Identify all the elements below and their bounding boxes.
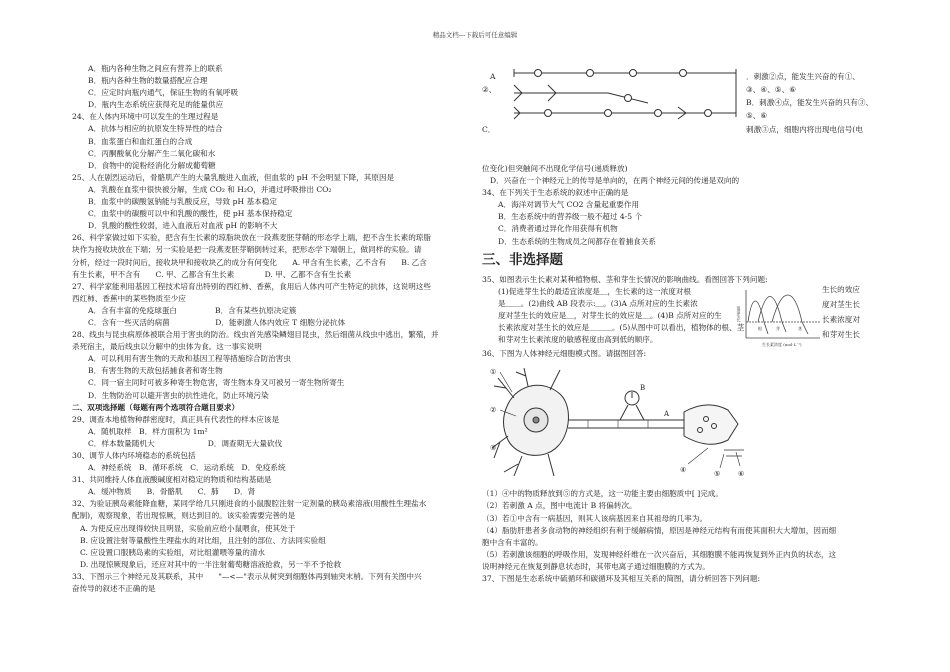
question-line: B．血浆蛋白和血红蛋白的合成 — [88, 136, 193, 146]
question-line: 31、共同维持人体血液酸碱度相对稳定的物质和结构基础是 — [72, 475, 272, 485]
question-line: 33、下图示三个神经元及其联系，其中 "—<—"表示从树突到细胞体再到轴突末梢。下列有关图中兴 — [72, 571, 422, 581]
left-column — [72, 63, 470, 595]
question-line: B. 应设置注射等量酸性生理盐水的对比组，且注射的部位、方法同实验组 — [80, 535, 326, 545]
graph-label-bud: 芽 — [776, 325, 780, 331]
label-b: B — [640, 384, 646, 393]
label-a: A — [664, 410, 670, 419]
q33-option-c-label: C． — [482, 125, 496, 134]
q35-side-line: 和芽对生长 — [822, 329, 860, 339]
question-line: 30、调节人体内环境稳态的系统包括 — [72, 451, 196, 460]
q36-answer-line: 37、下图是生态系统中硫循环和碳循环及其相互关系的简图，请分析回答下列问题: — [482, 573, 760, 583]
question-line: C．同一宿主同时可被多种寄生物危害，寄生物本身又可被另一寄生物所寄生 — [88, 378, 345, 388]
q33-option-b-line2: ⑤、⑥ — [746, 111, 768, 120]
section-3-title: 三、非选择题 — [482, 251, 563, 268]
q36-answer-line: （1）④中的物质释放到⑤的方式是，这一功能主要由细胞质中[ ]完成。 — [482, 489, 723, 499]
q35-growth-graph — [738, 286, 822, 348]
q34-line: B．生态系统中的营养级一般不超过 4-5 个 — [498, 212, 643, 222]
page-header: 精品文档---下载后可任意编辑 — [432, 31, 518, 39]
question-line: A．瓶内各种生物之间应有营养上的联系 — [88, 64, 223, 73]
q35-line: 和芽对生长素浓度的敏感程度由高到低的顺序。 — [498, 335, 658, 345]
q34-block — [482, 187, 887, 247]
question-line: 奋传导的叙述不正确的是 — [72, 584, 156, 594]
question-line: C．样本数量随机大 D．调查期无大量砍伐 — [88, 438, 283, 448]
q35-line: 35、如图表示生长素对某种植物根、茎和芽生长情况的影响曲线。看图回答下列问题: — [482, 274, 768, 284]
q33-option-c-text: 刺激③点，细胞内将出现电信号(电 — [746, 125, 863, 134]
q33-option-c-line2: 位变化)但突触间不出现化学信号(递质释放) — [482, 164, 628, 173]
question-line: 西红柿、香蕉中的某些物质至少应 — [72, 293, 186, 303]
q36-answer-line: （5）若刺激该细胞的呼吸作用，发现神经纤维在一次兴奋后，其细胞膜不能再恢复到外正内负的状态，这 — [482, 549, 837, 559]
graph-xlabel: 生长素浓度 (mol·L⁻¹) — [762, 341, 802, 347]
q33-option-a-line2: ③、④、⑤、⑥ — [746, 85, 797, 94]
question-line: 24、在人体内环境中可以发生的生理过程是 — [72, 112, 219, 122]
label-5: ⑤ — [714, 470, 721, 479]
q35-block — [482, 274, 887, 347]
question-line: A．随机取样 B．样方面积为 1m² — [88, 426, 208, 436]
question-line: 29、调查本地植物种群密度时，真正具有代表性的样本应该是 — [72, 414, 280, 424]
label-6: ⑥ — [738, 470, 745, 479]
q36-answer-line: （3）若①中含有一病基因，则其人该病基因来自其祖母的几率为。 — [482, 513, 708, 523]
graph-ylabel: 促进生长 — [736, 305, 742, 322]
q35-line: 是＿＿。(2)曲线 AB 段表示:＿。(3)A 点所对应的生长素浓 — [498, 298, 698, 308]
question-line: B．血浆中的碳酸氢钠能与乳酸反应，导致 pH 基本稳定 — [88, 197, 277, 207]
q34-line: D．生态系统的生物成员之间都存在着捕食关系 — [498, 236, 656, 246]
label-3: ③ — [490, 444, 497, 453]
question-line: A. 为使反应出现得较快且明显，实验前应给小鼠喂食，使其处于 — [80, 523, 296, 533]
graph-label-root: 根 — [758, 325, 762, 331]
q35-line: (1)促进芽生长的最适宜浓度是＿，生长素的这一浓度对根 — [498, 286, 692, 296]
question-line: 26、科学家做过如下实验，把含有生长素的琼脂块放在一段燕麦胚芽鞘的形态学上端，把不含生长素的琼脂 — [72, 233, 431, 243]
question-line: A．乳酸在血浆中很快被分解，生成 CO₂ 和 H₂O，并通过呼吸排出 CO₂ — [88, 184, 332, 194]
q33-option-a-line2-left: ②、 — [482, 85, 497, 94]
q35-side-line: 生长的效应 — [822, 284, 860, 294]
question-line: D．生物防治可以避开害虫的抗性进化，防止环境污染 — [88, 390, 269, 400]
question-line: 28、线虫与昆虫病原体被联合用于害虫的防治。线虫首先感染鳞翅目昆虫，然后细菌从线虫中逃出，繁殖，并 — [72, 330, 439, 340]
question-line: A．可以利用有害生物的天敌和基因工程等措施综合防治害虫 — [88, 354, 291, 364]
question-line: B．瓶内各种生物的数量搭配应合理 — [88, 76, 208, 86]
question-line: A．缓冲物质 B．骨骼肌 C．肺 D．肾 — [88, 487, 256, 497]
question-line: D．瓶内生态系统应获得充足的能量供应 — [88, 100, 224, 110]
question-line: C．血浆中的碳酸可以中和乳酸的酸性，使 pH 基本保持稳定 — [88, 209, 293, 219]
question-line: D．乳酸的酸性较弱，进入血液后对血液 pH 的影响不大 — [88, 221, 278, 231]
question-line: 杀死宿主，最后线虫以分解中的虫体为食。这一事实说明 — [72, 342, 262, 352]
q36-neuron-figure — [488, 364, 750, 482]
question-line: C. 应设置口服胰岛素的实验组，对比组灌喂等量的清水 — [80, 547, 266, 557]
q34-line: 34、在下列关于生态系统的叙述中正确的是 — [482, 188, 629, 198]
question-line: D．食物中的淀粉经消化分解成葡萄糖 — [88, 160, 216, 170]
question-line: 25、人在剧烈运动后，骨骼肌产生的大量乳酸进入血液，但血浆的 pH 不会明显下降，其原因是 — [72, 172, 395, 182]
q35-side-line: 长素浓度对 — [822, 314, 860, 324]
q33-option-d: D．兴奋在一个神经元上的传导是单向的，在两个神经元间的传递是双向的 — [490, 176, 740, 186]
q33-option-a-label: A — [490, 72, 496, 81]
question-line: 分析，经过一段时间后，接收块甲和接收块乙的成分有何变化 A. 甲含有生长素，乙不含有 B. 乙含 — [72, 257, 427, 267]
q36-answer-line: 说明神经元在恢复到静息状态时，其带电离子通过细胞膜的方式为。 — [482, 561, 710, 571]
q36-figure-wrap — [482, 360, 887, 488]
q35-line: 长素浓度对茎生长的效应是＿＿＿。(5)从图中可以看出，植物体的根、茎 — [498, 323, 745, 333]
question-line: 配制)，观察现象，若出现惊厥，则达到目的。该实验需要完善的是 — [72, 511, 296, 521]
question-line: 有生长素，甲不含有 C. 甲、乙都含有生长素 D. 甲、乙都不含有生长素 — [72, 269, 352, 279]
question-line: 32、为验证胰岛素能降血糖，某同学给几只刚进食的小鼠腹腔注射一定剂量的胰岛素溶液(用酸性生理盐水 — [72, 499, 427, 509]
q36-answer-line: 胞中含有丰富的。 — [482, 537, 543, 547]
q35-side-line: 度对茎生长 — [822, 299, 860, 309]
label-1: ① — [490, 368, 497, 377]
question-line: D. 出现惊厥现象后，还应对其中的一半注射葡萄糖溶液抢救，另一半不予抢救 — [80, 559, 342, 569]
q34-line: C．消费者通过异化作用获得有机物 — [498, 224, 618, 234]
question-line: 块作为接收块放在下端；另一实验是把一段燕麦胚芽鞘倒转过来，把形态学下端朝上，做同样的实验。请 — [72, 245, 422, 255]
q34-line: A．海洋对调节大气 CO2 含量起重要作用 — [498, 200, 640, 210]
question-line: A．含有丰富的免疫球蛋白 B．含有某些抗原决定簇 — [88, 305, 297, 315]
question-line: A．神经系统 B．循环系统 C．运动系统 D．免疫系统 — [88, 463, 286, 473]
q33-option-b-text: B．刺激④点，能发生兴奋的只有③、 — [746, 98, 874, 107]
question-line: C．含有一些灭活的病菌 D．能刺激人体内效应 T 细胞分泌抗体 — [88, 317, 346, 327]
question-line: C．丙酮酸氧化分解产生二氧化碳和水 — [88, 148, 216, 158]
q36-title: 36、下图为人体神经元细胞模式图。请据图回答: — [482, 349, 647, 359]
graph-label-stem: 茎 — [798, 325, 802, 331]
q36-answers — [482, 488, 887, 585]
right-column — [482, 63, 887, 585]
q35-side-text — [822, 284, 892, 344]
q36-answer-line: （2）若刺激 A 点，图中电流计 B 将偏转次。 — [482, 501, 637, 511]
q36-answer-line: （4）脂肪肝患者多食动物的神经组织有利于缓解病情，原因是神经元结构有而使其面积大大增加，因而细 — [482, 525, 837, 535]
question-line: 27、科学家能利用基因工程技术培育出特别的西红柿、香蕉，食用后人体内可产生特定的抗体，这说明这些 — [72, 281, 431, 291]
question-line: B．有害生物的天敌包括捕食者和寄生物 — [88, 366, 223, 376]
question-line: 二、双项选择题（每题有两个选项符合题目要求） — [72, 402, 240, 412]
q35-line: 度对茎生长的效应是＿，对芽生长的效应是＿。(4)B 点所对应的生 — [498, 310, 722, 320]
label-2: ② — [490, 406, 497, 415]
q33-block — [482, 63, 887, 163]
question-line: C．应定时向瓶内通气，保证生物的有氧呼吸 — [88, 88, 239, 98]
question-line: A．抗体与相应的抗原发生特异性的结合 — [88, 124, 223, 134]
label-4: ④ — [680, 466, 687, 475]
q33-option-a-text: ．刺激②点，能发生兴奋的有①、 — [746, 72, 860, 81]
q33-neuron-diagram — [508, 65, 742, 127]
